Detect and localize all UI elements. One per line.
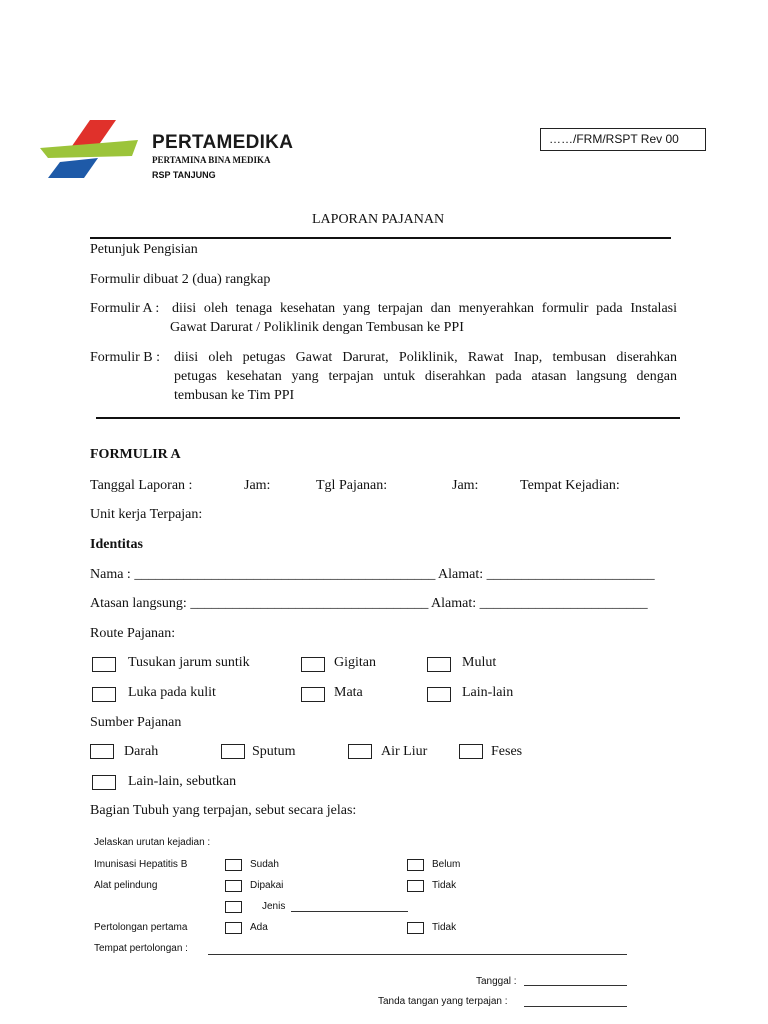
sumber-heading: Sumber Pajanan [90,715,182,730]
unit-kerja-label[interactable]: Unit kerja Terpajan: [90,507,203,522]
formA-description: diisi oleh tenaga kesehatan yang terpajan dan menyerahkan formulir pada Instalasi [172,301,677,316]
tidak-ada-checkbox[interactable] [407,922,424,934]
tanggal-laporan-label[interactable]: Tanggal Laporan : [90,478,193,493]
alat-pelindung-label: Alat pelindung [94,880,158,891]
nama-alamat-field[interactable]: Nama : ___________________________________________ Alamat: ________________________ [90,567,655,582]
tempat-pertolongan-label: Tempat pertolongan : [94,943,188,954]
sumber-checkbox-airliur[interactable] [348,744,372,759]
pertolongan-label: Pertolongan pertama [94,922,188,933]
sumber-label-darah: Darah [124,744,159,759]
sumber-checkbox-lain[interactable] [92,775,116,790]
jam-pajanan-label[interactable]: Jam: [452,478,479,493]
sumber-label-sputum: Sputum [252,744,296,759]
sumber-label-airliur: Air Liur [381,744,428,759]
formA-label: Formulir A : [90,301,160,316]
identitas-heading: Identitas [90,537,143,552]
sumber-checkbox-darah[interactable] [90,744,114,759]
sudah-checkbox[interactable] [225,859,242,871]
ttd-label: Tanda tangan yang terpajan : [378,996,508,1007]
dipakai-label: Dipakai [250,880,284,891]
urutan-kejadian-label[interactable]: Jelaskan urutan kejadian : [94,837,211,848]
route-checkbox-gigitan[interactable] [301,657,325,672]
route-label-lain: Lain-lain [462,685,514,700]
pertamedika-logo-icon [38,118,140,180]
tempat-pertolongan-line[interactable] [208,954,627,955]
route-label-mulut: Mulut [462,655,497,670]
jenis-input-line[interactable] [291,911,408,912]
jenis-label: Jenis [262,901,286,912]
form-code: ……/FRM/RSPT Rev 00 [549,132,679,146]
formB-description: diisi oleh petugas Gawat Darurat, Poliklinik, Rawat Inap, tembusan diserahkan [174,350,677,365]
belum-checkbox[interactable] [407,859,424,871]
route-label-mata: Mata [334,685,363,700]
formA-heading: FORMULIR A [90,447,181,462]
jam-label[interactable]: Jam: [244,478,271,493]
route-label-gigitan: Gigitan [334,655,376,670]
formA-description-2: Gawat Darurat / Poliklinik dengan Tembusan ke PPI [170,320,464,335]
formB-description-2: petugas kesehatan yang terpajan untuk diserahkan pada atasan langsung dengan [174,369,677,384]
route-checkbox-mulut[interactable] [427,657,451,672]
instructions-divider [96,417,680,419]
tempat-kejadian-label[interactable]: Tempat Kejadian: [520,478,620,493]
route-checkbox-luka[interactable] [92,687,116,702]
belum-label: Belum [432,859,461,870]
route-heading: Route Pajanan: [90,626,176,641]
bagian-tubuh-label[interactable]: Bagian Tubuh yang terpajan, sebut secara jelas: [90,803,357,818]
tidak-dipakai-label: Tidak [432,880,457,891]
sumber-checkbox-feses[interactable] [459,744,483,759]
tanggal-label: Tanggal : [476,976,517,987]
formB-description-3: tembusan ke Tim PPI [174,388,295,403]
route-checkbox-lain[interactable] [427,687,451,702]
sumber-label-lain: Lain-lain, sebutkan [128,774,237,789]
route-label-tusukan: Tusukan jarum suntik [128,655,250,670]
ada-label: Ada [250,922,268,933]
tgl-pajanan-label[interactable]: Tgl Pajanan: [316,478,388,493]
ttd-line[interactable] [524,1006,627,1007]
dipakai-checkbox[interactable] [225,880,242,892]
jenis-checkbox[interactable] [225,901,242,913]
tidak-dipakai-checkbox[interactable] [407,880,424,892]
page-title: LAPORAN PAJANAN [312,212,445,227]
sumber-label-feses: Feses [491,744,523,759]
brand-location: RSP TANJUNG [152,170,216,180]
sudah-label: Sudah [250,859,279,870]
route-label-luka: Luka pada kulit [128,685,216,700]
formB-label: Formulir B : [90,350,161,365]
instructions-line: Formulir dibuat 2 (dua) rangkap [90,272,271,287]
route-checkbox-tusukan[interactable] [92,657,116,672]
atasan-alamat-field[interactable]: Atasan langsung: __________________________________ Alamat: ________________________ [90,596,648,611]
sumber-checkbox-sputum[interactable] [221,744,245,759]
ada-checkbox[interactable] [225,922,242,934]
route-checkbox-mata[interactable] [301,687,325,702]
tidak-ada-label: Tidak [432,922,457,933]
tanggal-line[interactable] [524,985,627,986]
form-code-box [540,128,706,151]
brand-name: PERTAMEDIKA [152,132,294,153]
brand-subtitle: PERTAMINA BINA MEDIKA [152,155,271,165]
title-divider [90,237,671,239]
imunisasi-label: Imunisasi Hepatitis B [94,859,188,870]
instructions-heading: Petunjuk Pengisian [90,242,198,257]
